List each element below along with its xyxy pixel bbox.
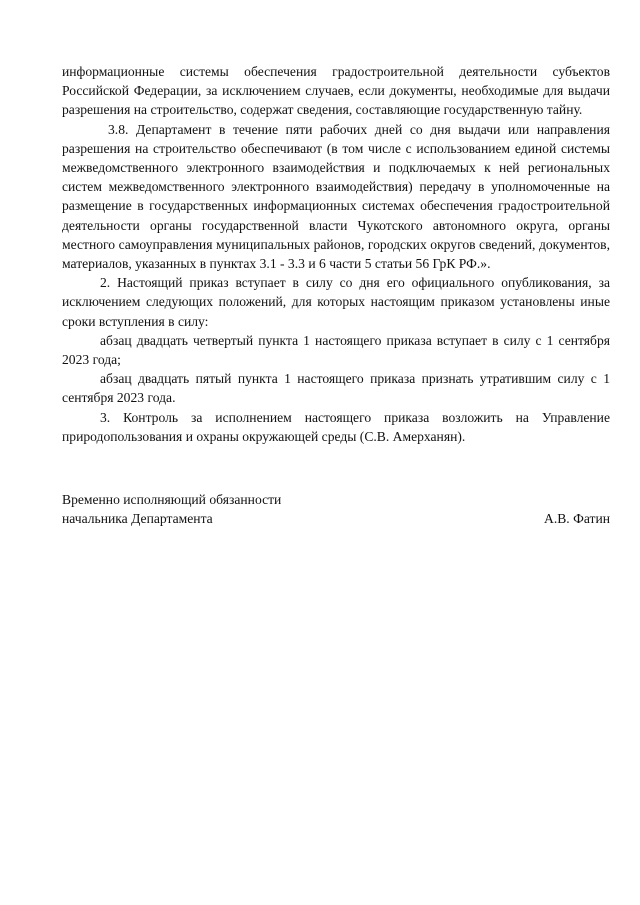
paragraph-2: 2. Настоящий приказ вступает в силу со дня его официального опубликования, за исключением следующих положений, для которых настоящим приказом установлены иные сроки вступления в силу: — [62, 275, 610, 329]
paragraph-3: 3. Контроль за исполнением настоящего приказа возложить на Управление природопользования и охраны окружающей среды (С.В. Амерханян). — [62, 409, 610, 444]
paragraph-3-8: 3.8. Департамент в течение пяти рабочих дней со дня выдачи или направления разрешения на строительство обеспечивают (в том числе с использованием единой системы межведомственного электронного взаимодействия и подключаемых к ней региональных систем межведомственного электронного взаимодействия) передачу в уполномоченные на размещение в государственных информационных системах обеспечения градостроительной деятельности органы государственной власти Чукотского автономного округа, органы местного самоуправления муниципальных районов, городских округов сведений, документов, материалов, указанных в пунктах 3.1 - 3.3 и 6 части 5 статьи 56 ГрК РФ.». — [62, 121, 610, 272]
document-body — [62, 62, 610, 446]
paragraph-exception-2: абзац двадцать пятый пункта 1 настоящего приказа признать утратившим силу с 1 сентября 2023 года. — [62, 371, 610, 406]
signatory-position-line2: начальника Департамента — [62, 511, 213, 527]
paragraph-exception-1: абзац двадцать четвертый пункта 1 настоящего приказа вступает в силу с 1 сентября 2023 года; — [62, 332, 610, 368]
signatory-position-line1: Временно исполняющий обязанности — [62, 492, 282, 507]
signature-row — [62, 509, 610, 528]
paragraph-continuation: информационные системы обеспечения градостроительной деятельности субъектов Российской Федерации, за исключением случаев, если документы, необходимые для выдачи разрешения на строительство, содержат сведения, составляющие государственную тайну. — [62, 64, 610, 118]
signature-block — [62, 490, 610, 528]
signatory-name: А.В. Фатин — [544, 511, 610, 527]
